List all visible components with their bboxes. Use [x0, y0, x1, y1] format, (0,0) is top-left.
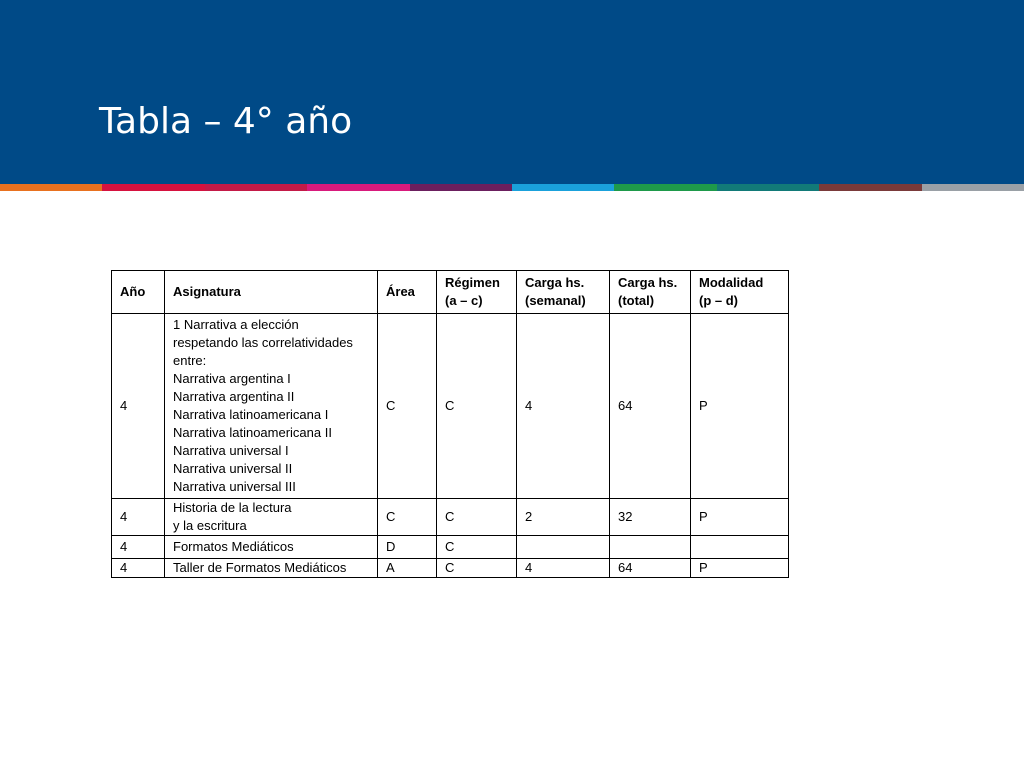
table-row	[112, 559, 789, 578]
cell-regime: C	[437, 536, 517, 559]
cell-regime: C	[437, 314, 517, 499]
cell-year: 4	[112, 536, 165, 559]
table-row	[112, 499, 789, 536]
cell-subject: Historia de la lectura y la escritura	[165, 499, 378, 536]
cell-subject: Taller de Formatos Mediáticos	[165, 559, 378, 578]
column-header-total-hours: Carga hs. (total)	[610, 271, 691, 314]
stripe-segment	[819, 184, 921, 191]
stripe-segment	[410, 184, 512, 191]
cell-modality	[691, 536, 789, 559]
cell-area: D	[378, 536, 437, 559]
cell-total-hours: 64	[610, 559, 691, 578]
column-header-regime: Régimen (a – c)	[437, 271, 517, 314]
cell-total-hours: 32	[610, 499, 691, 536]
cell-weekly-hours: 4	[517, 559, 610, 578]
subjects-table	[111, 270, 789, 578]
stripe-segment	[922, 184, 1024, 191]
stripe-segment	[614, 184, 716, 191]
cell-weekly-hours	[517, 536, 610, 559]
cell-regime: C	[437, 559, 517, 578]
column-header-modality: Modalidad (p – d)	[691, 271, 789, 314]
cell-year: 4	[112, 559, 165, 578]
cell-subject: 1 Narrativa a elección respetando las correlatividades entre: Narrativa argentina I Narrativa argentina II Narrativa latinoamericana I Narrativa latinoamericana II Narrativa universal I Narrativa universal II Narrativa universal III	[165, 314, 378, 499]
cell-area: C	[378, 314, 437, 499]
cell-area: A	[378, 559, 437, 578]
cell-year: 4	[112, 314, 165, 499]
header-band	[0, 0, 1024, 184]
color-stripe	[0, 184, 1024, 191]
cell-area: C	[378, 499, 437, 536]
cell-modality: P	[691, 314, 789, 499]
cell-weekly-hours: 2	[517, 499, 610, 536]
stripe-segment	[717, 184, 819, 191]
cell-modality: P	[691, 499, 789, 536]
stripe-segment	[102, 184, 204, 191]
column-header-area: Área	[378, 271, 437, 314]
stripe-segment	[0, 184, 102, 191]
cell-regime: C	[437, 499, 517, 536]
column-header-subject: Asignatura	[165, 271, 378, 314]
column-header-year: Año	[112, 271, 165, 314]
cell-subject: Formatos Mediáticos	[165, 536, 378, 559]
stripe-segment	[512, 184, 614, 191]
cell-total-hours: 64	[610, 314, 691, 499]
stripe-segment	[307, 184, 409, 191]
stripe-segment	[205, 184, 307, 191]
cell-total-hours	[610, 536, 691, 559]
cell-modality: P	[691, 559, 789, 578]
table-row	[112, 314, 789, 499]
slide-title: Tabla – 4° año	[99, 101, 353, 142]
cell-year: 4	[112, 499, 165, 536]
column-header-weekly-hours: Carga hs. (semanal)	[517, 271, 610, 314]
cell-weekly-hours: 4	[517, 314, 610, 499]
table-row	[112, 536, 789, 559]
table-header-row	[112, 271, 789, 314]
